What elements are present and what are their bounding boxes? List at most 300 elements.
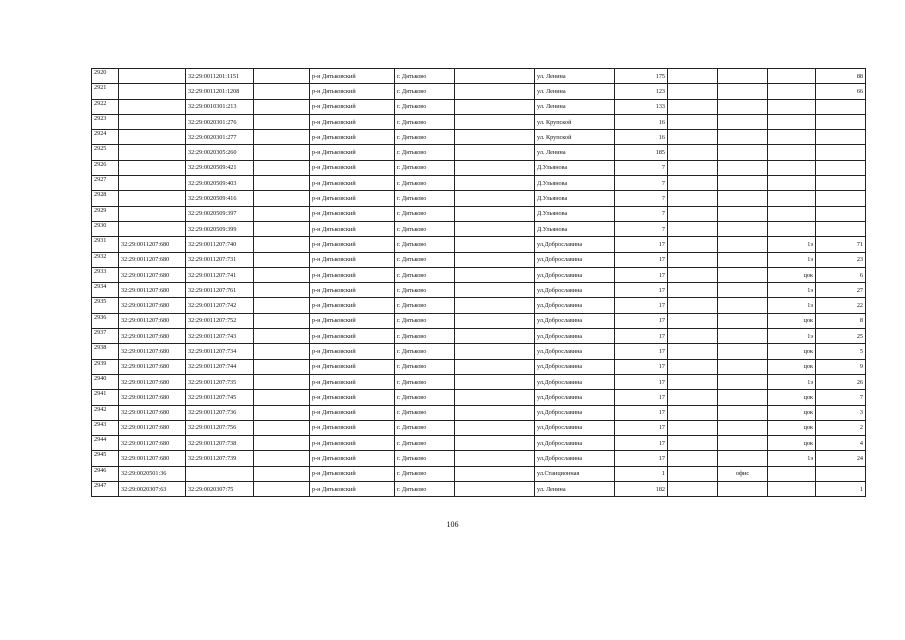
cell-col-empty-3 [668, 206, 718, 221]
cell-premise-number: 1 [816, 482, 866, 497]
cell-premise-number: 26 [816, 374, 866, 389]
cell-col-empty-1 [254, 221, 310, 236]
cell-col-empty-3 [668, 145, 718, 160]
cell-col-empty-2 [455, 130, 535, 145]
cell-row-number: 2923 [92, 114, 119, 129]
cell-street: ул.Доброславина [535, 313, 615, 328]
cell-cadastral-number: 32:29:0011207:752 [186, 313, 254, 328]
table-row [92, 206, 866, 221]
cell-street: ул.Доброславина [535, 267, 615, 282]
cell-row-number: 2942 [92, 405, 119, 420]
cell-street: ул. Ленина [535, 482, 615, 497]
cell-parent-cadastral-number: 32:29:0011207:680 [119, 405, 186, 420]
cell-col-empty-3 [668, 191, 718, 206]
cell-district: р-н Дятьковский [310, 283, 395, 298]
cell-district: р-н Дятьковский [310, 451, 395, 466]
cell-parent-cadastral-number [119, 221, 186, 236]
cell-cadastral-number: 32:29:0011207:742 [186, 298, 254, 313]
cell-premise-type [718, 344, 768, 359]
cell-city: г. Дятьково [395, 69, 455, 84]
cell-premise-type [718, 482, 768, 497]
cell-house-number: 123 [615, 84, 668, 99]
cell-street: ул.Доброславина [535, 405, 615, 420]
cell-col-empty-1 [254, 482, 310, 497]
cell-house-number: 17 [615, 298, 668, 313]
cell-col-empty-2 [455, 374, 535, 389]
cell-premise-number [816, 191, 866, 206]
table-row [92, 405, 866, 420]
cell-col-empty-3 [668, 99, 718, 114]
cell-cadastral-number: 32:29:0011207:734 [186, 344, 254, 359]
cell-premise-number: 66 [816, 84, 866, 99]
cell-col-empty-2 [455, 313, 535, 328]
cell-premise-number [816, 130, 866, 145]
page-number: 106 [446, 520, 459, 529]
cell-street: ул. Крупской [535, 130, 615, 145]
cell-district: р-н Дятьковский [310, 405, 395, 420]
cell-floor [768, 84, 816, 99]
cell-floor: 1э [768, 252, 816, 267]
cell-row-number: 2924 [92, 130, 119, 145]
cell-parent-cadastral-number: 32:29:0011207:680 [119, 298, 186, 313]
cell-col-empty-1 [254, 252, 310, 267]
cell-parent-cadastral-number [119, 160, 186, 175]
cell-district: р-н Дятьковский [310, 390, 395, 405]
table-row [92, 176, 866, 191]
cell-cadastral-number: 32:29:0011207:739 [186, 451, 254, 466]
cell-premise-number [816, 176, 866, 191]
cell-floor: цок [768, 359, 816, 374]
cell-col-empty-2 [455, 405, 535, 420]
cell-house-number: 17 [615, 420, 668, 435]
cell-city: г. Дятьково [395, 390, 455, 405]
table-row [92, 283, 866, 298]
cell-floor [768, 145, 816, 160]
cell-street: Д.Ульянова [535, 191, 615, 206]
cell-cadastral-number: 32:29:0020305:260 [186, 145, 254, 160]
cell-district: р-н Дятьковский [310, 359, 395, 374]
cell-house-number: 7 [615, 160, 668, 175]
cell-floor: цок [768, 390, 816, 405]
cell-house-number: 17 [615, 329, 668, 344]
cell-row-number: 2937 [92, 329, 119, 344]
cell-row-number: 2930 [92, 221, 119, 236]
cell-col-empty-3 [668, 482, 718, 497]
cell-premise-number [816, 221, 866, 236]
cell-city: г. Дятьково [395, 176, 455, 191]
cell-cadastral-number: 32:29:0011207:736 [186, 405, 254, 420]
cell-city: г. Дятьково [395, 436, 455, 451]
cell-premise-type [718, 176, 768, 191]
cell-row-number: 2927 [92, 176, 119, 191]
cell-street: Д.Ульянова [535, 206, 615, 221]
cell-col-empty-3 [668, 329, 718, 344]
cell-street: ул.Станционная [535, 466, 615, 481]
cell-parent-cadastral-number: 32:29:0011207:680 [119, 267, 186, 282]
cell-floor: 1э [768, 237, 816, 252]
cell-floor: цок [768, 420, 816, 435]
cell-district: р-н Дятьковский [310, 420, 395, 435]
cell-city: г. Дятьково [395, 359, 455, 374]
cell-parent-cadastral-number: 32:29:0011207:680 [119, 451, 186, 466]
cell-col-empty-3 [668, 252, 718, 267]
registry-table [91, 68, 866, 497]
cell-district: р-н Дятьковский [310, 130, 395, 145]
cell-col-empty-2 [455, 420, 535, 435]
cell-house-number: 17 [615, 359, 668, 374]
cell-cadastral-number: 32:29:0011207:745 [186, 390, 254, 405]
cell-premise-type: офис [718, 466, 768, 481]
cell-row-number: 2933 [92, 267, 119, 282]
cell-row-number: 2928 [92, 191, 119, 206]
cell-house-number: 17 [615, 267, 668, 282]
cell-col-empty-2 [455, 298, 535, 313]
cell-house-number: 185 [615, 145, 668, 160]
cell-parent-cadastral-number [119, 206, 186, 221]
cell-parent-cadastral-number [119, 191, 186, 206]
cell-floor [768, 99, 816, 114]
table-row [92, 237, 866, 252]
cell-parent-cadastral-number [119, 176, 186, 191]
cell-col-empty-1 [254, 206, 310, 221]
cell-district: р-н Дятьковский [310, 69, 395, 84]
table-row [92, 298, 866, 313]
cell-row-number: 2936 [92, 313, 119, 328]
cell-premise-number: 9 [816, 359, 866, 374]
cell-floor: 1э [768, 451, 816, 466]
cell-col-empty-3 [668, 84, 718, 99]
cell-premise-type [718, 160, 768, 175]
cell-col-empty-1 [254, 69, 310, 84]
cell-col-empty-1 [254, 267, 310, 282]
cell-house-number: 16 [615, 130, 668, 145]
cell-house-number: 17 [615, 313, 668, 328]
cell-col-empty-2 [455, 466, 535, 481]
cell-premise-type [718, 69, 768, 84]
cell-cadastral-number [186, 466, 254, 481]
cell-floor [768, 191, 816, 206]
cell-premise-number: 27 [816, 283, 866, 298]
cell-city: г. Дятьково [395, 145, 455, 160]
cell-district: р-н Дятьковский [310, 329, 395, 344]
cell-col-empty-2 [455, 206, 535, 221]
cell-floor [768, 221, 816, 236]
cell-col-empty-2 [455, 283, 535, 298]
cell-cadastral-number: 32:29:0020509:421 [186, 160, 254, 175]
table-row [92, 344, 866, 359]
cell-col-empty-2 [455, 191, 535, 206]
table-row [92, 267, 866, 282]
cell-col-empty-1 [254, 420, 310, 435]
cell-premise-number: 24 [816, 451, 866, 466]
table-row [92, 329, 866, 344]
cell-col-empty-3 [668, 451, 718, 466]
cell-col-empty-3 [668, 160, 718, 175]
table-row [92, 451, 866, 466]
cell-city: г. Дятьково [395, 482, 455, 497]
table-row [92, 436, 866, 451]
cell-col-empty-3 [668, 283, 718, 298]
cell-city: г. Дятьково [395, 466, 455, 481]
cell-col-empty-2 [455, 436, 535, 451]
cell-cadastral-number: 32:29:0011207:744 [186, 359, 254, 374]
cell-house-number: 17 [615, 405, 668, 420]
cell-row-number: 2934 [92, 283, 119, 298]
cell-col-empty-1 [254, 436, 310, 451]
cell-house-number: 182 [615, 482, 668, 497]
cell-district: р-н Дятьковский [310, 252, 395, 267]
cell-col-empty-2 [455, 237, 535, 252]
cell-premise-number [816, 99, 866, 114]
cell-district: р-н Дятьковский [310, 206, 395, 221]
cell-parent-cadastral-number [119, 99, 186, 114]
cell-parent-cadastral-number: 32:29:0011207:680 [119, 374, 186, 389]
cell-house-number: 133 [615, 99, 668, 114]
cell-parent-cadastral-number: 32:29:0011207:680 [119, 313, 186, 328]
cell-col-empty-3 [668, 359, 718, 374]
cell-street: Д.Ульянова [535, 221, 615, 236]
cell-row-number: 2926 [92, 160, 119, 175]
cell-district: р-н Дятьковский [310, 344, 395, 359]
cell-col-empty-2 [455, 160, 535, 175]
cell-col-empty-2 [455, 176, 535, 191]
cell-parent-cadastral-number: 32:29:0011207:680 [119, 390, 186, 405]
cell-premise-type [718, 252, 768, 267]
cell-city: г. Дятьково [395, 267, 455, 282]
cell-floor: цок [768, 405, 816, 420]
cell-col-empty-1 [254, 283, 310, 298]
cell-cadastral-number: 32:29:0020509:399 [186, 221, 254, 236]
cell-col-empty-2 [455, 114, 535, 129]
cell-district: р-н Дятьковский [310, 160, 395, 175]
cell-premise-type [718, 221, 768, 236]
cell-premise-number: 71 [816, 237, 866, 252]
cell-street: ул.Доброславина [535, 359, 615, 374]
cell-cadastral-number: 32:29:0011201:1151 [186, 69, 254, 84]
cell-col-empty-3 [668, 405, 718, 420]
cell-col-empty-3 [668, 267, 718, 282]
cell-premise-type [718, 283, 768, 298]
cell-premise-type [718, 390, 768, 405]
cell-premise-number: 25 [816, 329, 866, 344]
cell-city: г. Дятьково [395, 160, 455, 175]
cell-premise-type [718, 206, 768, 221]
cell-col-empty-2 [455, 344, 535, 359]
table-row [92, 130, 866, 145]
cell-district: р-н Дятьковский [310, 466, 395, 481]
cell-col-empty-3 [668, 344, 718, 359]
cell-col-empty-1 [254, 329, 310, 344]
cell-col-empty-1 [254, 466, 310, 481]
cell-city: г. Дятьково [395, 252, 455, 267]
cell-premise-type [718, 313, 768, 328]
cell-row-number: 2925 [92, 145, 119, 160]
cell-parent-cadastral-number: 32:29:0011207:680 [119, 344, 186, 359]
cell-house-number: 17 [615, 451, 668, 466]
cell-col-empty-2 [455, 482, 535, 497]
cell-col-empty-2 [455, 69, 535, 84]
cell-city: г. Дятьково [395, 221, 455, 236]
cell-floor: цок [768, 436, 816, 451]
cell-street: ул.Доброславина [535, 420, 615, 435]
cell-district: р-н Дятьковский [310, 221, 395, 236]
cell-parent-cadastral-number [119, 145, 186, 160]
cell-street: Д.Ульянова [535, 160, 615, 175]
cell-street: ул. Ленина [535, 145, 615, 160]
cell-premise-number: 6 [816, 267, 866, 282]
cell-row-number: 2922 [92, 99, 119, 114]
cell-col-empty-3 [668, 69, 718, 84]
cell-col-empty-3 [668, 466, 718, 481]
cell-row-number: 2931 [92, 237, 119, 252]
cell-floor [768, 466, 816, 481]
cell-street: ул.Доброславина [535, 298, 615, 313]
cell-col-empty-3 [668, 114, 718, 129]
cell-col-empty-1 [254, 99, 310, 114]
cell-floor [768, 176, 816, 191]
cell-house-number: 1 [615, 466, 668, 481]
cell-row-number: 2947 [92, 482, 119, 497]
cell-row-number: 2946 [92, 466, 119, 481]
cell-street: Д.Ульянова [535, 176, 615, 191]
cell-parent-cadastral-number: 32:29:0011207:680 [119, 436, 186, 451]
cell-house-number: 16 [615, 114, 668, 129]
cell-district: р-н Дятьковский [310, 267, 395, 282]
cell-city: г. Дятьково [395, 206, 455, 221]
cell-house-number: 17 [615, 237, 668, 252]
cell-col-empty-1 [254, 145, 310, 160]
cell-floor: 1э [768, 329, 816, 344]
cell-city: г. Дятьково [395, 298, 455, 313]
cell-col-empty-1 [254, 451, 310, 466]
cell-row-number: 2938 [92, 344, 119, 359]
cell-col-empty-2 [455, 221, 535, 236]
cell-col-empty-3 [668, 420, 718, 435]
cell-col-empty-2 [455, 252, 535, 267]
cell-row-number: 2929 [92, 206, 119, 221]
table-row [92, 191, 866, 206]
cell-row-number: 2941 [92, 390, 119, 405]
cell-house-number: 17 [615, 252, 668, 267]
table-row [92, 99, 866, 114]
cell-house-number: 175 [615, 69, 668, 84]
cell-floor [768, 482, 816, 497]
cell-floor: цок [768, 313, 816, 328]
cell-col-empty-1 [254, 191, 310, 206]
cell-cadastral-number: 32:29:0020301:276 [186, 114, 254, 129]
cell-premise-type [718, 84, 768, 99]
table-row [92, 390, 866, 405]
cell-col-empty-1 [254, 237, 310, 252]
cell-row-number: 2945 [92, 451, 119, 466]
cell-parent-cadastral-number [119, 84, 186, 99]
cell-cadastral-number: 32:29:0011207:738 [186, 436, 254, 451]
cell-city: г. Дятьково [395, 130, 455, 145]
cell-house-number: 17 [615, 390, 668, 405]
cell-floor: 1э [768, 298, 816, 313]
cell-col-empty-3 [668, 313, 718, 328]
cell-street: ул.Доброславина [535, 451, 615, 466]
cell-premise-number [816, 114, 866, 129]
cell-col-empty-1 [254, 298, 310, 313]
cell-street: ул.Доброславина [535, 374, 615, 389]
cell-cadastral-number: 32:29:0011207:741 [186, 267, 254, 282]
cell-col-empty-2 [455, 451, 535, 466]
cell-parent-cadastral-number: 32:29:0011207:680 [119, 252, 186, 267]
cell-premise-number: 4 [816, 436, 866, 451]
cell-col-empty-1 [254, 130, 310, 145]
cell-col-empty-3 [668, 130, 718, 145]
cell-col-empty-3 [668, 390, 718, 405]
cell-cadastral-number: 32:29:0011207:756 [186, 420, 254, 435]
cell-premise-type [718, 267, 768, 282]
cell-street: ул.Доброславина [535, 252, 615, 267]
cell-col-empty-1 [254, 114, 310, 129]
cell-premise-type [718, 191, 768, 206]
cell-premise-type [718, 329, 768, 344]
cell-row-number: 2932 [92, 252, 119, 267]
cell-street: ул. Крупской [535, 114, 615, 129]
cell-city: г. Дятьково [395, 451, 455, 466]
cell-col-empty-3 [668, 176, 718, 191]
cell-cadastral-number: 32:29:0011207:731 [186, 252, 254, 267]
cell-parent-cadastral-number: 32:29:0011207:680 [119, 420, 186, 435]
table-row [92, 374, 866, 389]
cell-premise-type [718, 436, 768, 451]
cell-premise-number [816, 160, 866, 175]
cell-row-number: 2935 [92, 298, 119, 313]
cell-floor [768, 206, 816, 221]
cell-premise-type [718, 359, 768, 374]
table-row [92, 84, 866, 99]
cell-premise-type [718, 298, 768, 313]
cell-premise-type [718, 237, 768, 252]
cell-parent-cadastral-number: 32:29:0011207:680 [119, 237, 186, 252]
cell-parent-cadastral-number [119, 130, 186, 145]
cell-parent-cadastral-number: 32:29:0011207:680 [119, 359, 186, 374]
cell-col-empty-2 [455, 267, 535, 282]
cell-cadastral-number: 32:29:0020307:75 [186, 482, 254, 497]
cell-col-empty-2 [455, 84, 535, 99]
cell-house-number: 7 [615, 191, 668, 206]
cell-premise-number [816, 206, 866, 221]
cell-premise-type [718, 130, 768, 145]
cell-row-number: 2943 [92, 420, 119, 435]
cell-parent-cadastral-number: 32:29:0020501:36 [119, 466, 186, 481]
cell-parent-cadastral-number: 32:29:0011207:680 [119, 329, 186, 344]
cell-cadastral-number: 32:29:0020509:397 [186, 206, 254, 221]
cell-cadastral-number: 32:29:0011207:743 [186, 329, 254, 344]
cell-parent-cadastral-number [119, 69, 186, 84]
cell-premise-type [718, 99, 768, 114]
cell-city: г. Дятьково [395, 405, 455, 420]
cell-cadastral-number: 32:29:0020509:403 [186, 176, 254, 191]
cell-cadastral-number: 32:29:0020301:277 [186, 130, 254, 145]
cell-row-number: 2940 [92, 374, 119, 389]
table-row [92, 252, 866, 267]
cell-street: ул. Ленина [535, 69, 615, 84]
cell-col-empty-3 [668, 436, 718, 451]
cell-premise-number: 2 [816, 420, 866, 435]
cell-parent-cadastral-number: 32:29:0020307:63 [119, 482, 186, 497]
cell-street: ул.Доброславина [535, 344, 615, 359]
cell-premise-type [718, 405, 768, 420]
cell-city: г. Дятьково [395, 191, 455, 206]
cell-premise-type [718, 145, 768, 160]
cell-col-empty-2 [455, 99, 535, 114]
cell-col-empty-1 [254, 160, 310, 175]
cell-floor: цок [768, 344, 816, 359]
